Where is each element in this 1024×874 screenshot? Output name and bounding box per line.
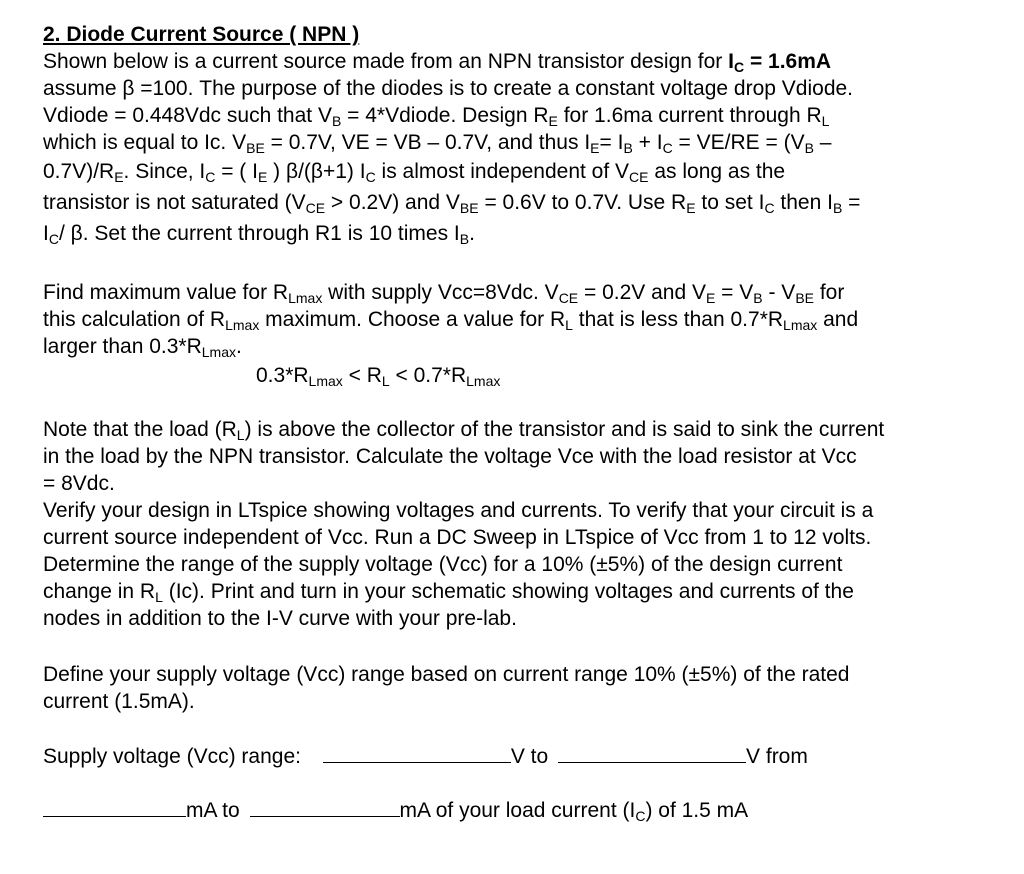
supply-range-label: Supply voltage (Vcc) range: (43, 745, 301, 768)
text: I (43, 222, 49, 245)
v-from-text: V from (746, 745, 808, 768)
text: mA of your load current (I (399, 799, 636, 822)
paragraph-line (43, 49, 831, 75)
subscript: Lmax (288, 290, 323, 306)
subscript: BE (795, 290, 814, 306)
paragraph-line (43, 221, 475, 247)
subscript: L (381, 373, 390, 389)
paragraph-line: nodes in addition to the I-V curve with your pre-lab. (43, 607, 517, 630)
text: . (469, 222, 475, 245)
subscript: Lmax (225, 317, 260, 333)
v-to-text: V to (510, 745, 549, 768)
subscript: BE (246, 140, 265, 156)
text: . Since, I (123, 160, 206, 183)
text: this calculation of R (43, 308, 226, 331)
text: ) β/(β+1) I (267, 160, 366, 183)
subscript: BE (459, 200, 479, 216)
paragraph-line: current source independent of Vcc. Run a DC Sweep in LTspice of Vcc from 1 to 12 volts. (43, 526, 872, 549)
paragraph-line: Verify your design in LTspice showing voltages and currents. To verify that your circuit is a (43, 499, 874, 522)
text: < R (342, 364, 382, 387)
text: = 0.2V and V (578, 281, 706, 304)
paragraph-line (43, 307, 858, 333)
subscript: L (155, 589, 163, 605)
text: = VE/RE = (V (672, 131, 805, 154)
paragraph-line (43, 280, 844, 306)
text: = ( I (215, 160, 258, 183)
subscript: L (565, 317, 573, 333)
text: that is less than 0.7*R (572, 308, 784, 331)
text: for 1.6ma current through R (557, 104, 822, 127)
ma-min-blank[interactable] (43, 798, 186, 817)
subscript: E (257, 169, 268, 185)
subscript: B (832, 200, 843, 216)
subscript: C (635, 808, 646, 824)
text: ) is above the collector of the transistor and is said to sink the current (244, 418, 885, 441)
text: > 0.2V) and V (325, 191, 460, 214)
text: = (842, 191, 861, 214)
vcc-max-blank[interactable] (558, 744, 746, 763)
subscript: C (662, 140, 673, 156)
subscript: B (804, 140, 814, 156)
text: Find maximum value for R (43, 281, 289, 304)
subscript: E (706, 290, 716, 306)
paragraph-line (43, 103, 829, 129)
subscript: Lmax (783, 317, 818, 333)
subscript: B (623, 140, 633, 156)
text: 0.7V)/R (43, 160, 115, 183)
text: = 4*Vdiode. Design R (341, 104, 549, 127)
subscript: B (459, 231, 470, 247)
subscript: E (590, 140, 600, 156)
subscript: C (733, 59, 745, 75)
text: is almost independent of V (375, 160, 630, 183)
subscript: C (365, 169, 376, 185)
subscript: L (236, 427, 245, 443)
text: to set I (695, 191, 765, 214)
subscript: CE (305, 200, 326, 216)
subscript: B (753, 290, 763, 306)
text: = 1.6mA (744, 50, 832, 73)
ma-to-text: mA to (186, 799, 240, 822)
paragraph-line: Determine the range of the supply voltage (Vcc) for a 10% (±5%) of the design current (43, 553, 843, 576)
vcc-min-blank[interactable] (323, 744, 511, 763)
supply-range-row (43, 744, 808, 770)
subscript: B (331, 113, 342, 129)
text: larger than 0.3*R (43, 335, 202, 358)
subscript: CE (629, 169, 649, 185)
paragraph-line (43, 159, 785, 185)
paragraph-line: = 8Vdc. (43, 472, 115, 495)
text: 0.3*R (256, 364, 309, 387)
subscript: Lmax (201, 344, 236, 360)
text: transistor is not saturated (V (43, 191, 306, 214)
text: and (817, 308, 859, 331)
subscript: C (205, 169, 216, 185)
text: = 0.6V to 0.7V. Use R (478, 191, 687, 214)
text: Shown below is a current source made from an NPN transistor design for (43, 50, 729, 73)
text: ) of 1.5 mA (645, 799, 749, 822)
text: + I (632, 131, 663, 154)
subscript: C (48, 231, 59, 247)
current-range-row (43, 798, 748, 824)
subscript: Lmax (308, 373, 343, 389)
subscript: Lmax (466, 373, 501, 389)
text: Vdiode = 0.448Vdc such that V (43, 104, 332, 127)
text: / β. Set the current through R1 is 10 times I (58, 222, 460, 245)
text: = V (715, 281, 754, 304)
section-title: 2. Diode Current Source ( NPN ) (43, 23, 360, 46)
text: (Ic). Print and turn in your schematic showing voltages and currents of the (162, 580, 854, 603)
text: = I (599, 131, 624, 154)
subscript: E (114, 169, 124, 185)
paragraph-line (43, 190, 860, 216)
subscript: CE (558, 290, 579, 306)
text: Note that the load (R (43, 418, 237, 441)
text: – (813, 131, 832, 154)
text: with supply Vcc=8Vdc. V (322, 281, 559, 304)
text: I (728, 50, 734, 73)
text: change in R (43, 580, 156, 603)
paragraph-line (43, 417, 884, 443)
text: < 0.7*R (389, 364, 467, 387)
paragraph-line (43, 130, 831, 156)
text: for (814, 281, 845, 304)
text: as long as the (648, 160, 786, 183)
subscript: C (764, 200, 775, 216)
text: - V (762, 281, 796, 304)
ma-max-blank[interactable] (250, 798, 400, 817)
paragraph-line: in the load by the NPN transistor. Calculate the voltage Vce with the load resistor at Vcc (43, 445, 857, 468)
text: . (236, 335, 242, 358)
paragraph-line (43, 579, 854, 605)
paragraph-line: Define your supply voltage (Vcc) range based on current range 10% (±5%) of the rated (43, 663, 850, 686)
text: maximum. Choose a value for R (259, 308, 566, 331)
paragraph-line (43, 334, 242, 360)
text: which is equal to Ic. V (43, 131, 247, 154)
subscript: E (686, 200, 696, 216)
text: then I (774, 191, 833, 214)
paragraph-line: current (1.5mA). (43, 690, 195, 713)
inequality-formula (256, 363, 500, 389)
text: = 0.7V, VE = VB – 0.7V, and thus I (264, 131, 591, 154)
subscript: L (821, 113, 830, 129)
subscript: E (548, 113, 558, 129)
paragraph-line: assume β =100. The purpose of the diodes is to create a constant voltage drop Vdiode. (43, 77, 854, 100)
